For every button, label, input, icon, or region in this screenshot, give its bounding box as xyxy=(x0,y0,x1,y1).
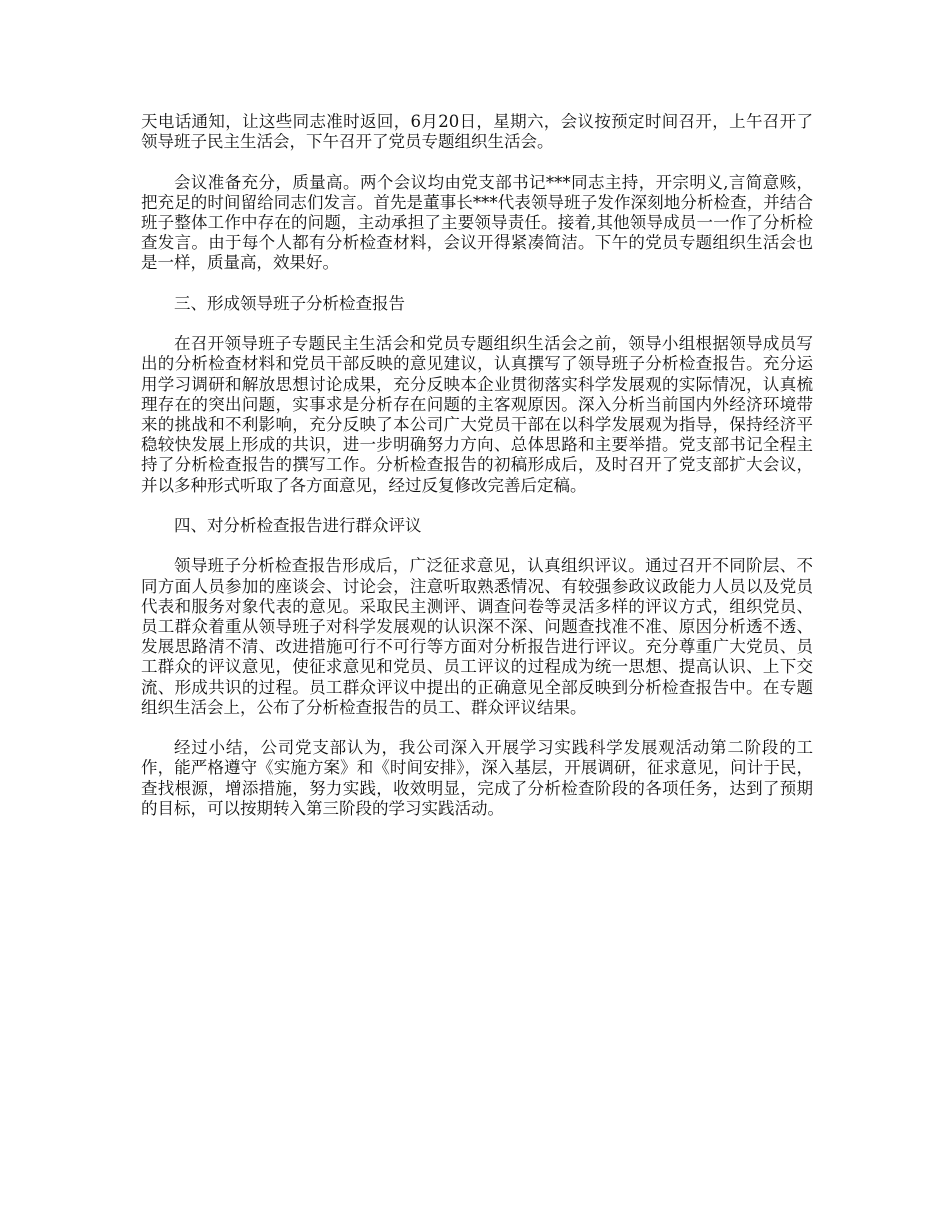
paragraph-public-review: 领导班子分析检查报告形成后，广泛征求意见，认真组织评议。通过召开不同阶层、不同方面人员参加的座谈会、讨论会，注意听取熟悉情况、有较强参政议政能力人员以及党员代表和服务对象代表的意见。采取民主测评、调查问卷等灵活多样的评议方式，组织党员、员工群众着重从领导班子对科学发展观的认识深不深、问题查找准不准、原因分析透不透、发展思路清不清、改进措施可行不可行等方面对分析报告进行评议。充分尊重广大党员、员工群众的评议意见，使征求意见和党员、员工评议的过程成为统一思想、提高认识、上下交流、形成共识的过程。员工群众评议中提出的正确意见全部反映到分析检查报告中。在专题组织生活会上，公布了分析检查报告的员工、群众评议结果。 xyxy=(141,556,813,717)
paragraph-meeting-quality: 会议准备充分，质量高。两个会议均由党支部书记***同志主持，开宗明义,言简意赅，把充足的时间留给同志们发言。首先是董事长***代表领导班子发作深刻地分析检查，并结合班子整体工作中存在的问题，主动承担了主要领导责任。接着,其他领导成员一一作了分析检查发言。由于每个人都有分析检查材料，会议开得紧凑简洁。下午的党员专题组织生活会也是一样，质量高，效果好。 xyxy=(141,172,813,273)
paragraph-meeting-schedule: 天电话通知，让这些同志准时返回，6月20日，星期六，会议按预定时间召开，上午召开了领导班子民主生活会，下午召开了党员专题组织生活会。 xyxy=(141,112,813,152)
section-heading-4: 四、对分析检查报告进行群众评议 xyxy=(174,516,422,535)
paragraph-report-writing: 在召开领导班子专题民主生活会和党员专题组织生活会之前，领导小组根据领导成员写出的分析检查材料和党员干部反映的意见建议，认真撰写了领导班子分析检查报告。充分运用学习调研和解放思想讨论成果，充分反映本企业贯彻落实科学发展观的实际情况，认真梳理存在的突出问题，实事求是分析存在问题的主客观原因。深入分析当前国内外经济环境带来的挑战和不利影响，充分反映了本公司广大党员干部在以科学发展观为指导，保持经济平稳较快发展上形成的共识，进一步明确努力方向、总体思路和主要举措。党支部书记全程主持了分析检查报告的撰写工作。分析检查报告的初稿形成后，及时召开了党支部扩大会议，并以多种形式听取了各方面意见，经过反复修改完善后定稿。 xyxy=(141,334,813,495)
paragraph-summary: 经过小结，公司党支部认为，我公司深入开展学习实践科学发展观活动第二阶段的工作，能严格遵守《实施方案》和《时间安排》，深入基层，开展调研，征求意见，问计于民，查找根源，增添措施，努力实践，收效明显，完成了分析检查阶段的各项任务，达到了预期的目标，可以按期转入第三阶段的学习实践活动。 xyxy=(141,738,813,818)
section-heading-3: 三、形成领导班子分析检查报告 xyxy=(174,293,405,313)
document-body xyxy=(141,112,813,839)
